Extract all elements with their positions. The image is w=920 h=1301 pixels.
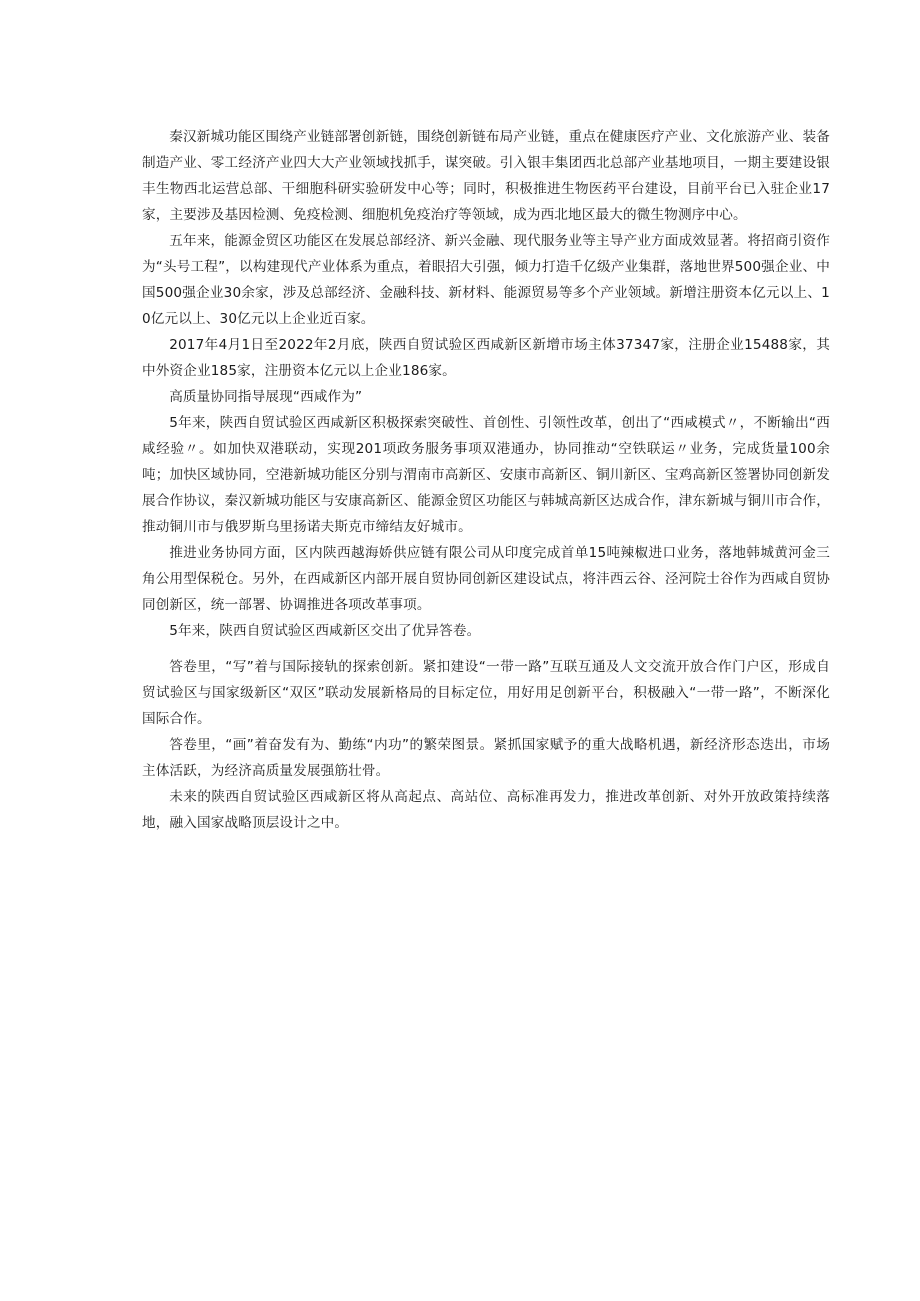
paragraph-answer-draw: 答卷里，“画”着奋发有为、勤练“内功”的繁荣图景。紧抓国家赋予的重大战略机遇，新经济形态迭出，市场主体活跃，为经济高质量发展强筋壮骨。	[142, 737, 830, 779]
article-body	[142, 124, 830, 836]
paragraph-energy-finance-zone: 五年来，能源金贸区功能区在发展总部经济、新兴金融、现代服务业等主导产业方面成效显著。将招商引资作为“头号工程”，以构建现代产业体系为重点，着眼招大引强，倾力打造千亿级产业集群，落地世界500强企业、中国500强企业30余家，涉及总部经济、金融科技、新材料、能源贸易等多个产业领域。新增注册资本亿元以上、10亿元以上、30亿元以上企业近百家。	[142, 233, 830, 327]
paragraph-answer-write: 答卷里，“写”着与国际接轨的探索创新。紧扣建设“一带一路”互联互通及人文交流开放合作门户区，形成自贸试验区与国家级新区“双区”联动发展新格局的目标定位，用好用足创新平台，积极融入“一带一路”，不断深化国际合作。	[142, 659, 830, 727]
paragraph-future-outlook: 未来的陕西自贸试验区西咸新区将从高起点、高站位、高标准再发力，推进改革创新、对外开放政策持续落地，融入国家战略顶层设计之中。	[142, 789, 830, 831]
paragraph-market-entities-stats: 2017年4月1日至2022年2月底，陕西自贸试验区西咸新区新增市场主体37347家，注册企业15488家，其中外资企业185家，注册资本亿元以上企业186家。	[142, 337, 830, 379]
paragraph-qinhan-new-city: 秦汉新城功能区围绕产业链部署创新链，围绕创新链布局产业链，重点在健康医疗产业、文化旅游产业、装备制造产业、零工经济产业四大大产业领域找抓手，谋突破。引入银丰集团西北总部产业基地项目，一期主要建设银丰生物西北运营总部、干细胞科研实验研发中心等；同时，积极推进生物医药平台建设，目前平台已入驻企业17家，主要涉及基因检测、免疫检测、细胞机免疫治疗等领域，成为西北地区最大的微生物测序中心。	[142, 129, 830, 223]
paragraph-xixian-model: 5年来，陕西自贸试验区西咸新区积极探索突破性、首创性、引领性改革，创出了“西咸模式〃，不断输出“西咸经验〃。如加快双港联动，实现201项政务服务事项双港通办，协同推动“空铁联运〃业务，完成货量100余吨；加快区域协同，空港新城功能区分别与渭南市高新区、安康市高新区、铜川新区、宝鸡高新区签署协同创新发展合作协议，秦汉新城功能区与安康高新区、能源金贸区功能区与韩城高新区达成合作，津东新城与铜川市合作，推动铜川市与俄罗斯乌里扬诺夫斯克市缔结友好城市。	[142, 415, 830, 535]
section-heading-xixian-action: 高质量协同指导展现“西咸作为”	[169, 389, 363, 405]
paragraph-excellent-answer: 5年来，陕西自贸试验区西咸新区交出了优异答卷。	[169, 623, 481, 639]
paragraph-business-collaboration: 推进业务协同方面，区内陕西越海娇供应链有限公司从印度完成首单15吨辣椒进口业务，落地韩城黄河金三角公用型保税仓。另外，在西咸新区内部开展自贸协同创新区建设试点，将沣西云谷、泾河院士谷作为西咸自贸协同创新区，统一部署、协调推进各项改革事项。	[142, 545, 830, 613]
